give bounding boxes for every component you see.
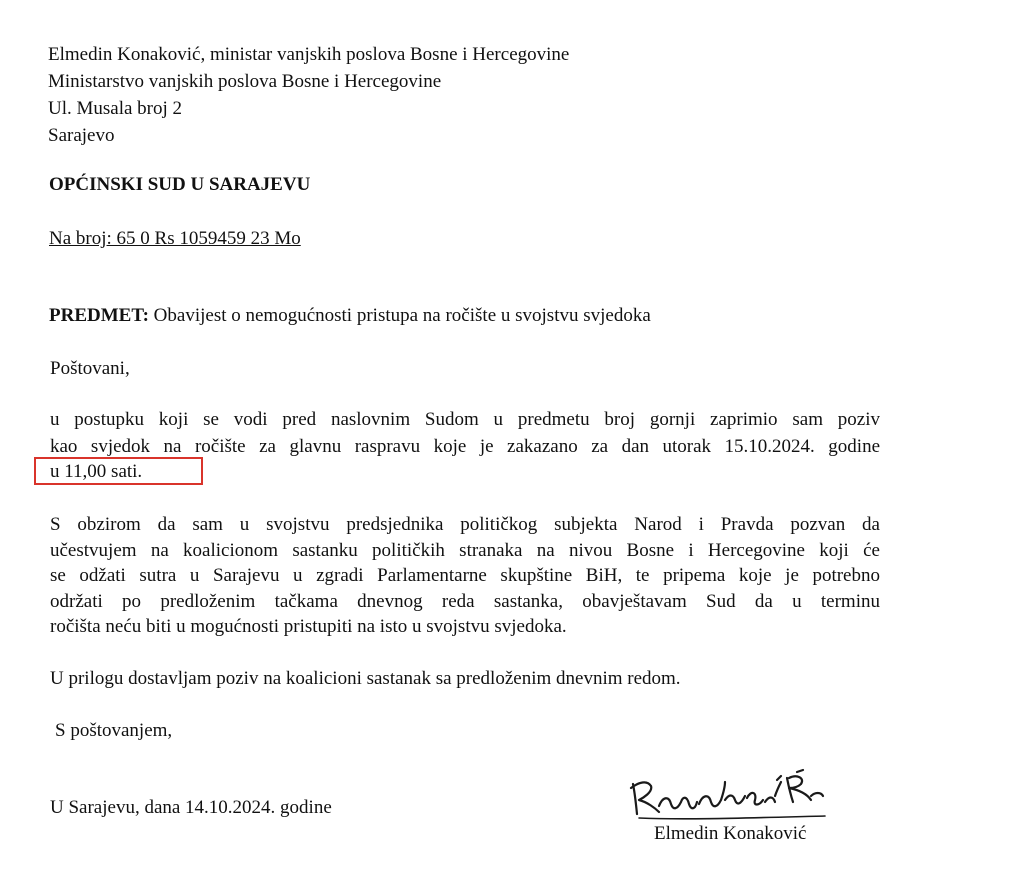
subject-label: PREDMET: (49, 305, 149, 326)
closing: S poštovanjem, (55, 720, 173, 741)
paragraph2-line-3: se odžati sutra u Sarajevu u zgradi Parlamentarne skupštine BiH, te pripema koje je potrebno (50, 565, 880, 586)
paragraph1-line-3: u 11,00 sati. (50, 461, 143, 482)
paragraph1-line-1: u postupku koji se vodi pred naslovnim Sudom u predmetu broj gornji zaprimio sam poziv (50, 409, 880, 430)
paragraph2-line-5: ročišta neću biti u mogućnosti pristupiti na isto u svojstvu svjedoka. (50, 616, 567, 637)
handwritten-signature (625, 766, 840, 826)
paragraph2-line-2: učestvujem na koalicionom sastanku političkih stranaka na nivou Bosne i Hercegovine koji će (50, 540, 880, 561)
paragraph2-line-1: S obzirom da sam u svojstvu predsjednika političkog subjekta Narod i Pravda pozvan da (50, 514, 880, 535)
sender-ministry: Ministarstvo vanjskih poslova Bosne i Hercegovine (48, 71, 442, 92)
place-date: U Sarajevu, dana 14.10.2024. godine (50, 797, 332, 818)
paragraph1-line-2: kao svjedok na ročište za glavnu raspravu koje je zakazano za dan utorak 15.10.2024. godine (50, 436, 880, 457)
recipient-court: OPĆINSKI SUD U SARAJEVU (49, 174, 311, 195)
greeting: Poštovani, (50, 358, 130, 379)
sender-street: Ul. Musala broj 2 (48, 98, 183, 119)
subject-text: Obavijest o nemogućnosti pristupa na ročište u svojstvu svjedoka (153, 305, 651, 326)
paragraph3: U prilogu dostavljam poziv na koalicioni sastanak sa predloženim dnevnim redom. (50, 668, 681, 689)
highlight-box (34, 457, 203, 485)
paragraph2-line-4: održati po predloženim tačkama dnevnog reda sastanka, obavještavam Sud da u terminu (50, 591, 880, 612)
reference-number: Na broj: 65 0 Rs 1059459 23 Mo (49, 228, 301, 249)
subject-line (49, 305, 651, 327)
sender-name-line: Elmedin Konaković, ministar vanjskih poslova Bosne i Hercegovine (48, 44, 570, 65)
signatory-name: Elmedin Konaković (654, 823, 807, 844)
sender-city: Sarajevo (48, 125, 115, 146)
